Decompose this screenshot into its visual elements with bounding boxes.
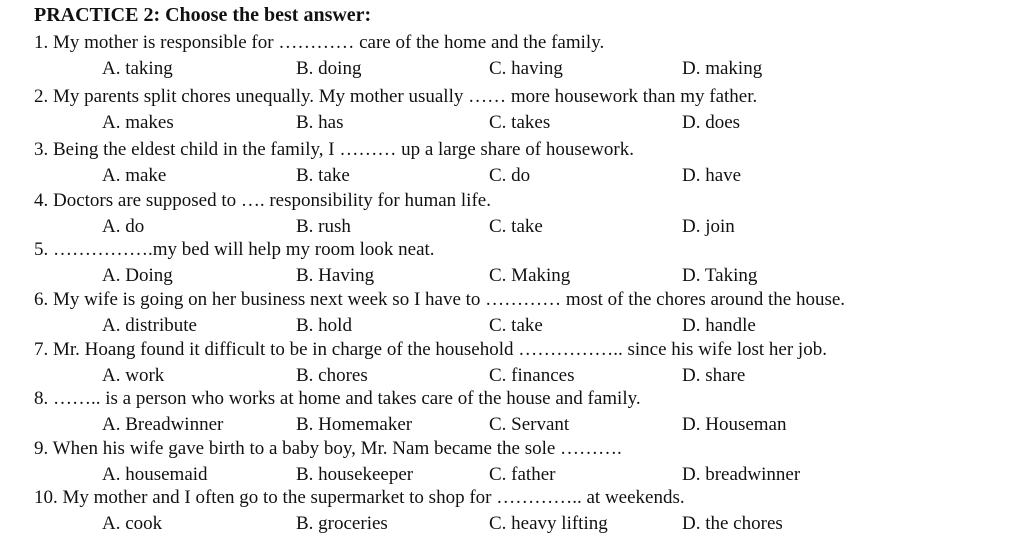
option-c: C. take [489,216,543,237]
option-c: C. having [489,58,563,79]
option-c: C. do [489,165,531,186]
question-stem: 7. Mr. Hoang found it difficult to be in charge of the household …………….. since his wife lost her job. [34,339,827,360]
question-5 [34,239,1014,289]
question-3 [34,139,1014,189]
question-stem: 6. My wife is going on her business next week so I have to ………… most of the chores around the house. [34,289,846,310]
option-b: B. rush [296,216,351,237]
question-stem: 3. Being the eldest child in the family, I ……… up a large share of housework. [34,139,634,160]
option-c: C. heavy lifting [489,513,608,534]
option-c: C. Making [489,265,571,286]
option-a: A. make [102,165,167,186]
option-a: A. Breadwinner [102,414,224,435]
option-a: A. makes [102,112,174,133]
question-1 [34,32,1014,82]
worksheet-title: PRACTICE 2: Choose the best answer: [34,4,372,26]
option-d: D. making [682,58,763,79]
question-10 [34,487,1014,537]
option-a: A. housemaid [102,464,208,485]
option-a: A. cook [102,513,163,534]
question-7 [34,339,1014,389]
option-d: D. join [682,216,735,237]
option-c: C. finances [489,365,575,386]
option-a: A. distribute [102,315,197,336]
question-6 [34,289,1014,339]
option-d: D. Taking [682,265,758,286]
question-stem: 1. My mother is responsible for ………… care of the home and the family. [34,32,605,53]
option-c: C. Servant [489,414,570,435]
option-b: B. has [296,112,344,133]
option-a: A. do [102,216,145,237]
question-4 [34,190,1014,240]
option-b: B. housekeeper [296,464,414,485]
option-b: B. doing [296,58,362,79]
question-2 [34,86,1014,136]
option-b: B. chores [296,365,368,386]
option-a: A. work [102,365,165,386]
question-stem: 4. Doctors are supposed to …. responsibility for human life. [34,190,491,211]
option-d: D. handle [682,315,756,336]
question-8 [34,388,1014,438]
option-a: A. taking [102,58,173,79]
option-d: D. share [682,365,746,386]
option-b: B. take [296,165,350,186]
option-d: D. have [682,165,742,186]
question-stem: 2. My parents split chores unequally. My mother usually …… more housework than my father. [34,86,758,107]
option-c: C. father [489,464,556,485]
option-d: D. does [682,112,741,133]
question-stem: 9. When his wife gave birth to a baby boy, Mr. Nam became the sole ………. [34,438,622,459]
option-b: B. hold [296,315,352,336]
option-b: B. groceries [296,513,388,534]
question-stem: 10. My mother and I often go to the supermarket to shop for ………….. at weekends. [34,487,685,508]
question-stem: 5. …………….my bed will help my room look neat. [34,239,435,260]
option-c: C. take [489,315,543,336]
option-d: D. breadwinner [682,464,801,485]
option-d: D. the chores [682,513,783,534]
option-a: A. Doing [102,265,173,286]
option-d: D. Houseman [682,414,787,435]
option-b: B. Homemaker [296,414,413,435]
option-c: C. takes [489,112,551,133]
question-9 [34,438,1014,488]
option-b: B. Having [296,265,375,286]
question-stem: 8. …….. is a person who works at home and takes care of the house and family. [34,388,641,409]
